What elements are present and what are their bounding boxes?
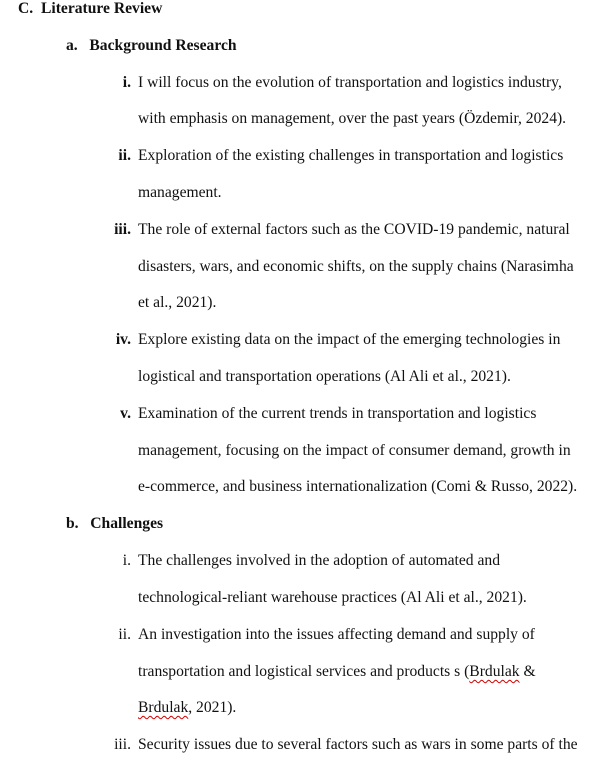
- subsection-marker: b.: [66, 515, 79, 532]
- item-text-line: [138, 663, 536, 681]
- item-text-line: An investigation into the issues affecting demand and supply of: [138, 626, 535, 643]
- misspelled-word[interactable]: Brdulak: [138, 699, 189, 716]
- item-text-line: I will focus on the evolution of transportation and logistics industry,: [138, 74, 562, 91]
- section-heading: [18, 0, 162, 18]
- item-text-line: management, focusing on the impact of consumer demand, growth in: [138, 442, 571, 459]
- item-text-line: with emphasis on management, over the past years (Özdemir, 2024).: [138, 110, 567, 127]
- item-text-line: et al., 2021).: [138, 294, 217, 311]
- subsection-title: Challenges: [90, 515, 164, 532]
- item-text-line: Security issues due to several factors such as wars in some parts of the: [138, 736, 578, 753]
- item-marker: iii.: [114, 736, 131, 753]
- text-run: transportation and logistical services and products s (: [138, 663, 470, 680]
- item-marker: i.: [122, 552, 131, 569]
- subsection-heading-background-research: [66, 37, 237, 55]
- item-text-line: The challenges involved in the adoption of automated and: [138, 552, 501, 569]
- subsection-marker: a.: [66, 37, 78, 54]
- text-run: , 2021).: [188, 699, 237, 716]
- item-marker: ii.: [118, 626, 131, 643]
- item-text-line: The role of external factors such as the COVID-19 pandemic, natural: [138, 221, 570, 238]
- item-text-line: e-commerce, and business internationalization (Comi & Russo, 2022).: [138, 478, 578, 495]
- subsection-title: Background Research: [89, 37, 237, 54]
- section-marker: C.: [18, 0, 34, 17]
- item-text-line: [138, 699, 236, 717]
- item-marker: v.: [120, 405, 131, 422]
- item-text-line: Examination of the current trends in transportation and logistics: [138, 405, 537, 422]
- section-title: Literature Review: [40, 0, 163, 17]
- item-text-line: technological-reliant warehouse practices (Al Ali et al., 2021).: [138, 589, 527, 606]
- misspelled-word[interactable]: Brdulak: [469, 663, 520, 680]
- item-text-line: management.: [138, 184, 222, 201]
- item-marker: iv.: [115, 331, 131, 348]
- item-text-line: Explore existing data on the impact of the emerging technologies in: [138, 331, 561, 348]
- item-marker: i.: [122, 74, 131, 91]
- subsection-heading-challenges: [66, 515, 163, 533]
- item-text-line: logistical and transportation operations (Al Ali et al., 2021).: [138, 368, 511, 385]
- text-run: &: [519, 663, 536, 680]
- item-marker: ii.: [118, 147, 131, 164]
- item-text-line: disasters, wars, and economic shifts, on the supply chains (Narasimha: [138, 258, 574, 275]
- item-marker: iii.: [114, 221, 131, 238]
- item-text-line: Exploration of the existing challenges in transportation and logistics: [138, 147, 564, 164]
